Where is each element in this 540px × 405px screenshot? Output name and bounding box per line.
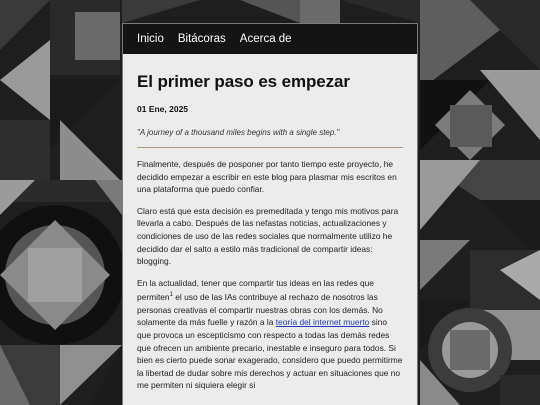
paragraph-3 xyxy=(137,277,403,392)
top-navigation xyxy=(123,24,417,54)
nav-link-inicio[interactable]: Inicio xyxy=(137,33,164,45)
paragraph-3-text-b: el uso de las IAs contribuye al rechazo de nosotros las personas creativas el compartir nuestras obras con los demás. No solamente da más fuelle y razón a la xyxy=(137,292,383,328)
paragraph-3-text-a: En la actualidad, tener que compartir tus ideas en las redes que permiten xyxy=(137,277,374,303)
footnote-ref-1[interactable]: 1 xyxy=(169,292,173,299)
paragraph-1: Finalmente, después de posponer por tanto tiempo este proyecto, he decidido empezar a escribir en este blog para plasmar mis escritos en una plataforma que puedo confiar. xyxy=(137,159,397,195)
blog-page xyxy=(122,23,418,405)
nav-link-acerca-de[interactable]: Acerca de xyxy=(239,33,292,45)
post-content xyxy=(123,72,417,392)
post-date: 01 Ene, 2025 xyxy=(137,104,189,114)
post-title: El primer paso es empezar xyxy=(137,72,350,91)
paragraph-3-text-c: sino que provoca un escepticismo con respecto a todas las demás redes que ofrecen un ambiente precario, inestable e inseguro para todos. Si bien es cierto puede sonar exagerado, considero que puedo permitirme la libertad de dudar sobre mis derechos y actuar en situaciones que no me permiten ni siquiera elegir si xyxy=(137,317,403,391)
nav-link-bitacoras[interactable]: Bitácoras xyxy=(177,33,226,45)
dead-internet-theory-link[interactable]: teoría del internet muerto xyxy=(275,317,370,328)
divider xyxy=(137,147,403,148)
paragraph-2: Claro está que esta decisión es premeditada y tengo mis motivos para llevarla a cabo. Después de las nefastas noticias, actualizaciones y condiciones de uso de las redes sociales que normalmente utilizo he decidido dar el salto a estilo más tradicional de compartir ideas: blogging. xyxy=(137,205,399,267)
post-quote: "A journey of a thousand miles begins with a single step." xyxy=(137,128,340,137)
